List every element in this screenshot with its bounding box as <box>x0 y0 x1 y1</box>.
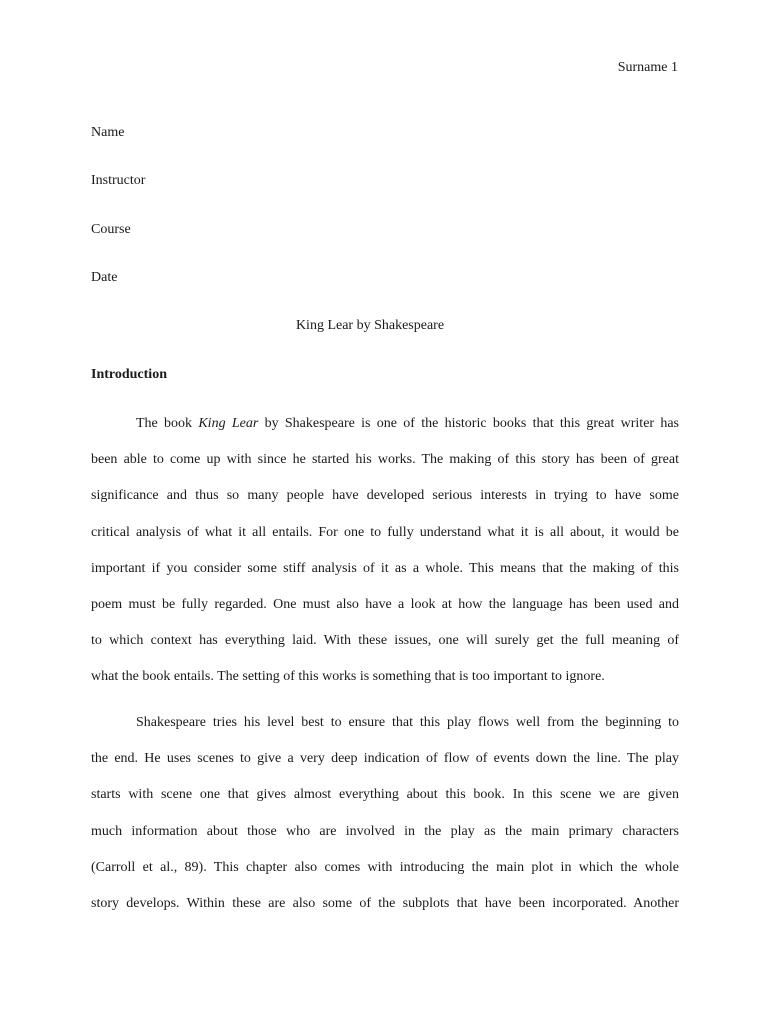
header-name: Name <box>91 125 125 140</box>
paragraph-2 <box>91 713 679 930</box>
paragraph-line: Shakespeare tries his level best to ensure that this play flows well from the beginning to <box>136 715 679 730</box>
section-heading: Introduction <box>91 367 167 382</box>
text-span: by Shakespeare is one of the historic books that this great writer has <box>258 416 680 431</box>
header-date: Date <box>91 270 118 285</box>
page-title: King Lear by Shakespeare <box>295 318 445 333</box>
paragraph-line: critical analysis of what it all entails. For one to fully understand what it is all about, it would be <box>91 524 679 540</box>
paragraph-1 <box>91 414 679 704</box>
paragraph-line: what the book entails. The setting of this works is something that is too important to ignore. <box>91 669 605 685</box>
header-instructor: Instructor <box>91 173 146 188</box>
paragraph-line: important if you consider some stiff analysis of it as a whole. This means that the making of this <box>91 560 679 576</box>
text-span: The book <box>136 416 199 431</box>
book-title-italic: King Lear <box>198 416 259 431</box>
paragraph-line: much information about those who are involved in the play as the main primary characters <box>91 823 679 839</box>
paragraph-line: story develops. Within these are also some of the subplots that have been incorporated. Another <box>91 895 679 911</box>
paragraph-line: to which context has everything laid. With these issues, one will surely get the full meaning of <box>91 633 679 649</box>
header-course: Course <box>91 222 131 237</box>
paragraph-line: the end. He uses scenes to give a very deep indication of flow of events down the line. The play <box>91 751 679 767</box>
paragraph-line: been able to come up with since he started his works. The making of this story has been of great <box>91 452 679 468</box>
paragraph-line <box>91 414 679 450</box>
paragraph-line: (Carroll et al., 89). This chapter also comes with introducing the main plot in which the whole <box>91 859 679 875</box>
paragraph-line: poem must be fully regarded. One must also have a look at how the language has been used and <box>91 596 679 612</box>
paragraph-line: starts with scene one that gives almost everything about this book. In this scene we are given <box>91 787 679 803</box>
running-head: Surname 1 <box>617 60 678 75</box>
paragraph-line: significance and thus so many people have developed serious interests in trying to have some <box>91 488 679 504</box>
